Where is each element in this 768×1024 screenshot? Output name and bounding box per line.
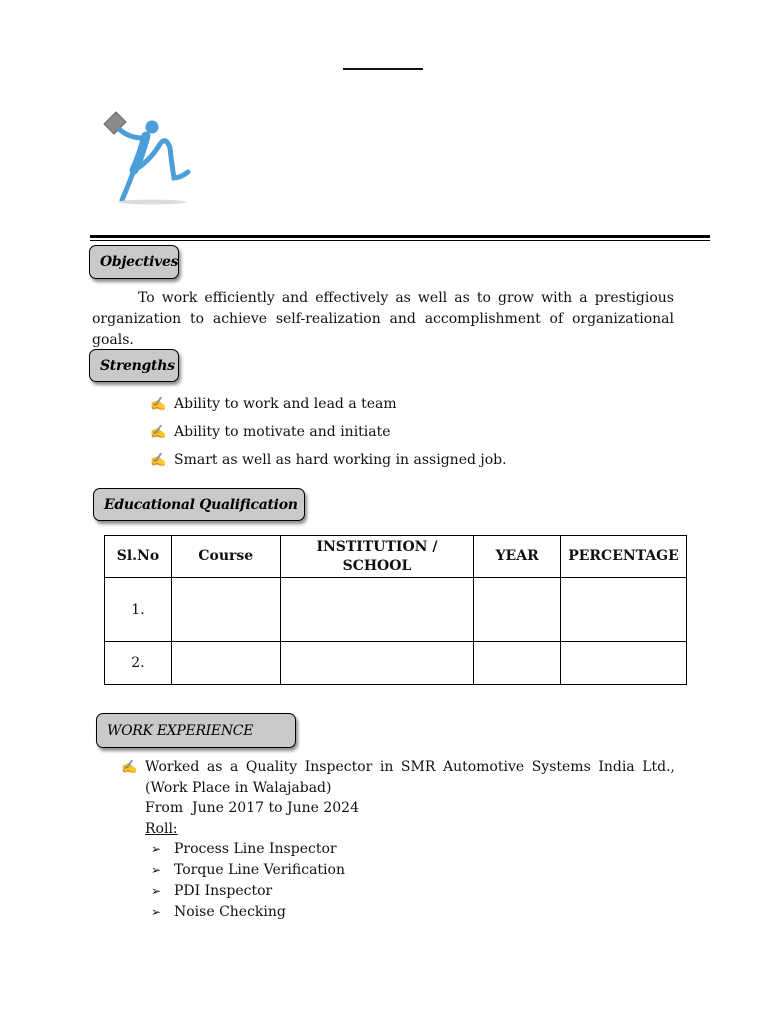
writing-hand-icon: ✍ [121,760,138,775]
logo-shadow [118,200,186,205]
table-cell: 1. [105,578,172,642]
table-row [105,578,687,642]
header-year: YEAR [474,536,561,578]
roles-list [121,839,675,923]
table-cell [280,578,474,642]
top-underline [343,68,423,70]
header-course: Course [171,536,280,578]
table-cell: 2. [105,642,172,685]
header-percentage: PERCENTAGE [561,536,687,578]
work-description: Worked as a Quality Inspector in SMR Automotive Systems India Ltd., [145,759,675,775]
running-person-logo [100,108,200,206]
table-row [105,642,687,685]
table-cell [171,642,280,685]
writing-hand-icon: ✍ [150,424,167,440]
education-table [104,535,687,685]
role-text: PDI Inspector [174,883,273,900]
strength-text: Smart as well as hard working in assigned job. [174,452,507,468]
table-cell [171,578,280,642]
list-item [150,446,507,474]
strengths-list [150,390,507,474]
list-item [151,902,675,923]
arrowhead-icon: ➢ [151,884,162,899]
arrowhead-icon: ➢ [151,905,162,920]
strength-text: Ability to work and lead a team [174,396,397,412]
running-person-icon [120,121,188,201]
table-header-row [105,536,687,578]
list-item [150,418,507,446]
work-location: (Work Place in Walajabad) [145,779,332,796]
table-cell [474,578,561,642]
list-item [150,390,507,418]
list-item [151,839,675,860]
role-text: Noise Checking [174,904,286,921]
strengths-heading: Strengths [89,349,179,382]
strength-text: Ability to motivate and initiate [174,424,391,440]
writing-hand-icon: ✍ [150,396,167,412]
arrowhead-icon: ➢ [151,863,162,878]
table-cell [474,642,561,685]
header-institution: INSTITUTION / SCHOOL [280,536,474,578]
objective-paragraph: To work efficiently and effectively as well as to grow with a prestigious organization to achieve self-realization and accomplishment of organizational goals. [92,290,674,348]
header-divider [90,235,710,241]
table-cell [561,578,687,642]
role-text: Torque Line Verification [174,862,345,879]
arrowhead-icon: ➢ [151,842,162,857]
roll-label: Roll: [145,820,178,837]
table-cell [561,642,687,685]
list-item [151,860,675,881]
header-slno: Sl.No [105,536,172,578]
role-text: Process Line Inspector [174,841,337,858]
work-period: From June 2017 to June 2024 [145,800,359,816]
objectives-heading: Objectives [89,245,179,279]
writing-hand-icon: ✍ [150,452,167,468]
list-item [151,881,675,902]
work-experience-heading: WORK EXPERIENCE [96,713,296,748]
table-cell [280,642,474,685]
work-experience-block [121,757,675,923]
education-heading: Educational Qualification [93,488,305,521]
